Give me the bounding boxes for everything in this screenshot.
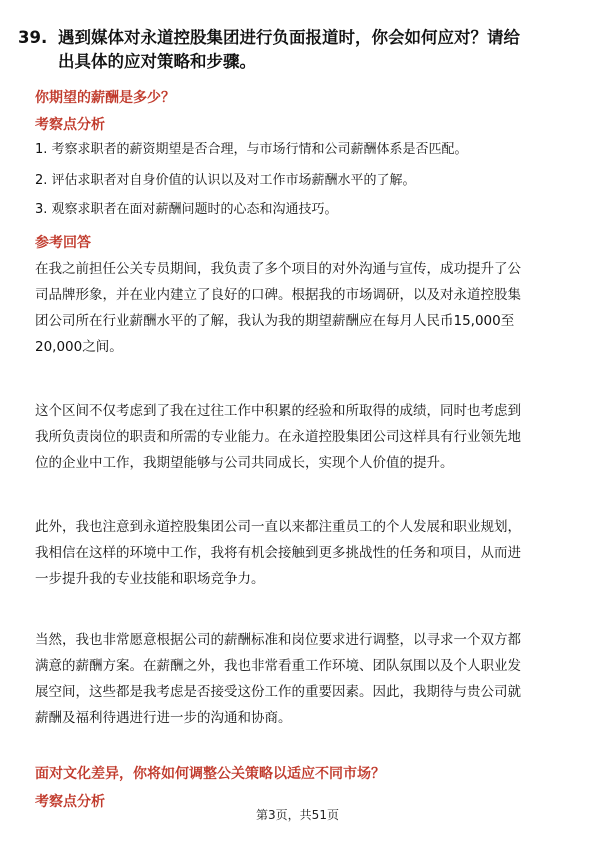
paragraph-line: 我所负责岗位的职责和所需的专业能力。在永道控股集团公司这样具有行业领先地: [35, 429, 521, 445]
paragraph-line: 当然，我也非常愿意根据公司的薪酬标准和岗位要求进行调整，以寻求一个双方都: [35, 632, 521, 648]
analysis-point-1: 1. 考察求职者的薪资期望是否合理，与市场行情和公司薪酬体系是否匹配。: [35, 142, 468, 157]
page-footer: 第3页，共51页: [256, 808, 339, 822]
section-title-culture: 面对文化差异，你将如何调整公关策略以适应不同市场？: [35, 766, 385, 782]
paragraph-line: 司品牌形象，并在业内建立了良好的口碑。根据我的市场调研，以及对永道控股集: [35, 287, 521, 303]
question-text-1: 遇到媒体对永道控股集团进行负面报道时，你会如何应对？请给: [58, 28, 520, 47]
question-text-2: 出具体的应对策略和步骤。: [58, 52, 256, 71]
paragraph-line: 这个区间不仅考虑到了我在过往工作中积累的经验和所取得的成绩，同时也考虑到: [35, 403, 521, 419]
analysis-title: 考察点分析: [35, 117, 105, 133]
question-number: 39.: [18, 28, 48, 47]
paragraph-line: 我相信在这样的环境中工作，我将有机会接触到更多挑战性的任务和项目，从而进: [35, 545, 521, 561]
paragraph-line: 满意的薪酬方案。在薪酬之外，我也非常看重工作环境、团队氛围以及个人职业发: [35, 658, 521, 674]
analysis-point-2: 2. 评估求职者对自身价值的认识以及对工作市场薪酬水平的了解。: [35, 173, 416, 188]
answer-paragraph-4: [35, 627, 565, 731]
paragraph-line: 此外，我也注意到永道控股集团公司一直以来都注重员工的个人发展和职业规划，: [35, 519, 521, 535]
question-line-1: [18, 26, 563, 50]
section-title-salary: 你期望的薪酬是多少？: [35, 90, 175, 106]
analysis-point-3: 3. 观察求职者在面对薪酬问题时的心态和沟通技巧。: [35, 202, 338, 217]
paragraph-line: 位的企业中工作，我期望能够与公司共同成长，实现个人价值的提升。: [35, 455, 454, 471]
paragraph-line: 团公司所在行业薪酬水平的了解，我认为我的期望薪酬应在每月人民币15,000至: [35, 313, 515, 329]
paragraph-line: 在我之前担任公关专员期间，我负责了多个项目的对外沟通与宣传，成功提升了公: [35, 261, 521, 277]
paragraph-line: 20,000之间。: [35, 339, 123, 355]
answer-title: 参考回答: [35, 235, 91, 251]
paragraph-line: 一步提升我的专业技能和职场竞争力。: [35, 571, 265, 587]
answer-paragraph-2: [35, 398, 565, 476]
question-heading: [18, 26, 563, 74]
answer-paragraph-1: [35, 256, 565, 360]
answer-paragraph-3: [35, 514, 565, 592]
analysis-title-2: 考察点分析: [35, 794, 105, 810]
paragraph-line: 展空间，这些都是我考虑是否接受这份工作的重要因素。因此，我期待与贵公司就: [35, 684, 521, 700]
paragraph-line: 薪酬及福利待遇进行进一步的沟通和协商。: [35, 710, 292, 726]
